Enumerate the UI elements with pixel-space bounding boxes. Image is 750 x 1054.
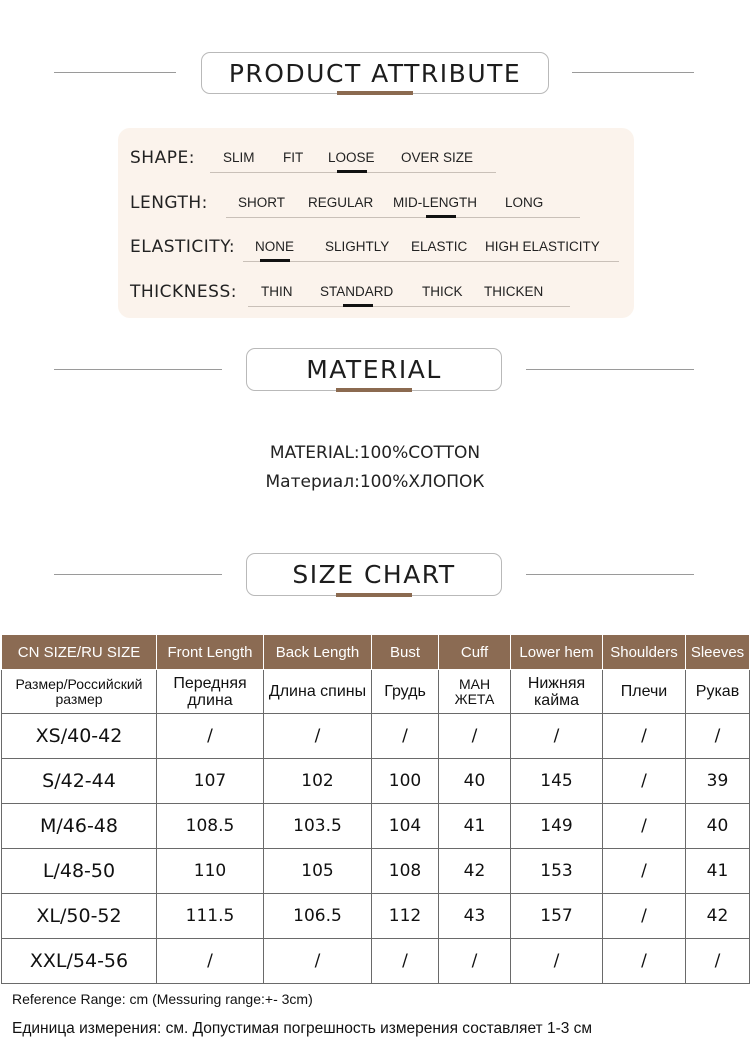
column-header-ru: Рукав [686, 670, 750, 714]
table-cell: 108.5 [157, 804, 264, 849]
table-cell: 100 [372, 759, 439, 804]
attr-row-shape [130, 142, 610, 172]
size-cell: L/48-50 [2, 849, 157, 894]
table-cell: / [157, 714, 264, 759]
table-cell: 42 [439, 849, 511, 894]
table-cell: / [372, 714, 439, 759]
divider-line [526, 574, 694, 575]
attr-option: ELASTIC [411, 239, 468, 254]
title-accent-bar [337, 91, 413, 95]
section-title-text: SIZE CHART [292, 560, 456, 589]
attr-row-underline [248, 306, 570, 307]
column-header: Shoulders [603, 635, 686, 670]
title-accent-bar [336, 388, 412, 392]
table-cell: / [264, 714, 372, 759]
table-cell: / [603, 894, 686, 939]
section-title-text: PRODUCT ATTRIBUTE [228, 58, 522, 88]
table-row [2, 939, 750, 984]
material-en: MATERIAL:100%COTTON [269, 443, 481, 463]
table-cell: / [603, 759, 686, 804]
column-header-ru: Передняя длина [157, 670, 264, 714]
table-cell: 43 [439, 894, 511, 939]
table-cell: 102 [264, 759, 372, 804]
table-row [2, 759, 750, 804]
product-attribute-panel [118, 128, 634, 318]
column-header: Bust [372, 635, 439, 670]
table-row [2, 849, 750, 894]
size-chart-table [1, 634, 750, 984]
table-row [2, 894, 750, 939]
table-cell: / [603, 939, 686, 984]
column-header-ru: Грудь [372, 670, 439, 714]
table-cell: 106.5 [264, 894, 372, 939]
table-cell: 153 [511, 849, 603, 894]
selected-marker [426, 215, 456, 218]
table-cell: / [686, 939, 750, 984]
table-cell: 107 [157, 759, 264, 804]
column-header-ru: Размер/Российский размер [2, 670, 157, 714]
table-cell: 104 [372, 804, 439, 849]
column-header-ru: МАН ЖЕТА [439, 670, 511, 714]
divider-line [54, 369, 222, 370]
attr-option-selected: MID-LENGTH [393, 195, 477, 210]
attr-option: HIGH ELASTICITY [485, 239, 600, 254]
section-title-material [246, 348, 502, 391]
column-header: Cuff [439, 635, 511, 670]
table-cell: 41 [686, 849, 750, 894]
column-header: Lower hem [511, 635, 603, 670]
attr-label-thickness: THICKNESS: [130, 282, 237, 302]
table-cell: / [439, 939, 511, 984]
section-title-product-attribute [201, 52, 549, 94]
attr-option: THICK [422, 284, 463, 299]
attr-option-selected: LOOSE [328, 150, 375, 165]
table-cell: 149 [511, 804, 603, 849]
section-title-size-chart [246, 553, 502, 596]
attr-option: SHORT [238, 195, 286, 210]
reference-range-note: Reference Range: cm (Messuring range:+- 3cm) [12, 991, 313, 1007]
size-cell: M/46-48 [2, 804, 157, 849]
attr-label-shape: SHAPE: [130, 148, 195, 168]
attr-label-length: LENGTH: [130, 193, 208, 213]
table-cell: 40 [439, 759, 511, 804]
table-cell: / [157, 939, 264, 984]
divider-line [54, 72, 176, 73]
table-cell: / [603, 849, 686, 894]
attr-option: THIN [261, 284, 293, 299]
attr-option-selected: NONE [255, 239, 295, 254]
table-cell: 39 [686, 759, 750, 804]
section-title-text: MATERIAL [306, 355, 442, 384]
table-cell: 41 [439, 804, 511, 849]
divider-line [54, 574, 222, 575]
table-header-row-ru [2, 670, 750, 714]
attr-row-length [130, 187, 610, 217]
attr-row-underline [243, 261, 619, 262]
divider-line [526, 369, 694, 370]
attr-row-thickness [130, 276, 610, 306]
selected-marker [337, 170, 367, 173]
table-cell: 110 [157, 849, 264, 894]
attr-option: SLIGHTLY [325, 239, 390, 254]
table-row [2, 804, 750, 849]
attr-option: REGULAR [308, 195, 374, 210]
size-cell: XS/40-42 [2, 714, 157, 759]
table-cell: 40 [686, 804, 750, 849]
table-header-row [2, 635, 750, 670]
column-header: Front Length [157, 635, 264, 670]
column-header-ru: Длина спины [264, 670, 372, 714]
material-ru: Материал:100%ХЛОПОК [265, 472, 485, 492]
table-cell: / [603, 714, 686, 759]
attr-option: LONG [505, 195, 544, 210]
table-cell: 157 [511, 894, 603, 939]
table-cell: / [264, 939, 372, 984]
table-cell: / [603, 804, 686, 849]
table-cell: 42 [686, 894, 750, 939]
table-cell: / [511, 939, 603, 984]
table-cell: 111.5 [157, 894, 264, 939]
table-cell: 105 [264, 849, 372, 894]
title-accent-bar [336, 593, 412, 597]
table-cell: / [372, 939, 439, 984]
attr-option: OVER SIZE [401, 150, 474, 165]
selected-marker [343, 304, 373, 307]
size-cell: XL/50-52 [2, 894, 157, 939]
attr-row-underline [226, 217, 580, 218]
table-cell: 108 [372, 849, 439, 894]
attr-option: THICKEN [484, 284, 544, 299]
selected-marker [260, 259, 290, 262]
attr-label-elasticity: ELASTICITY: [130, 237, 236, 257]
table-cell: 145 [511, 759, 603, 804]
column-header: Back Length [264, 635, 372, 670]
table-cell: / [439, 714, 511, 759]
table-row [2, 714, 750, 759]
size-cell: XXL/54-56 [2, 939, 157, 984]
attr-option-selected: STANDARD [320, 284, 394, 299]
attr-option: FIT [283, 150, 304, 165]
table-cell: 103.5 [264, 804, 372, 849]
attr-option: SLIM [223, 150, 255, 165]
table-cell: 112 [372, 894, 439, 939]
column-header: CN SIZE/RU SIZE [2, 635, 157, 670]
table-cell: / [511, 714, 603, 759]
reference-range-note-ru: Единица измерения: см. Допустимая погрешность измерения составляет 1-3 см [12, 1020, 593, 1037]
table-cell: / [686, 714, 750, 759]
attr-row-elasticity [130, 231, 630, 261]
size-cell: S/42-44 [2, 759, 157, 804]
divider-line [572, 72, 694, 73]
column-header-ru: Плечи [603, 670, 686, 714]
column-header: Sleeves [686, 635, 750, 670]
column-header-ru: Нижняя кайма [511, 670, 603, 714]
